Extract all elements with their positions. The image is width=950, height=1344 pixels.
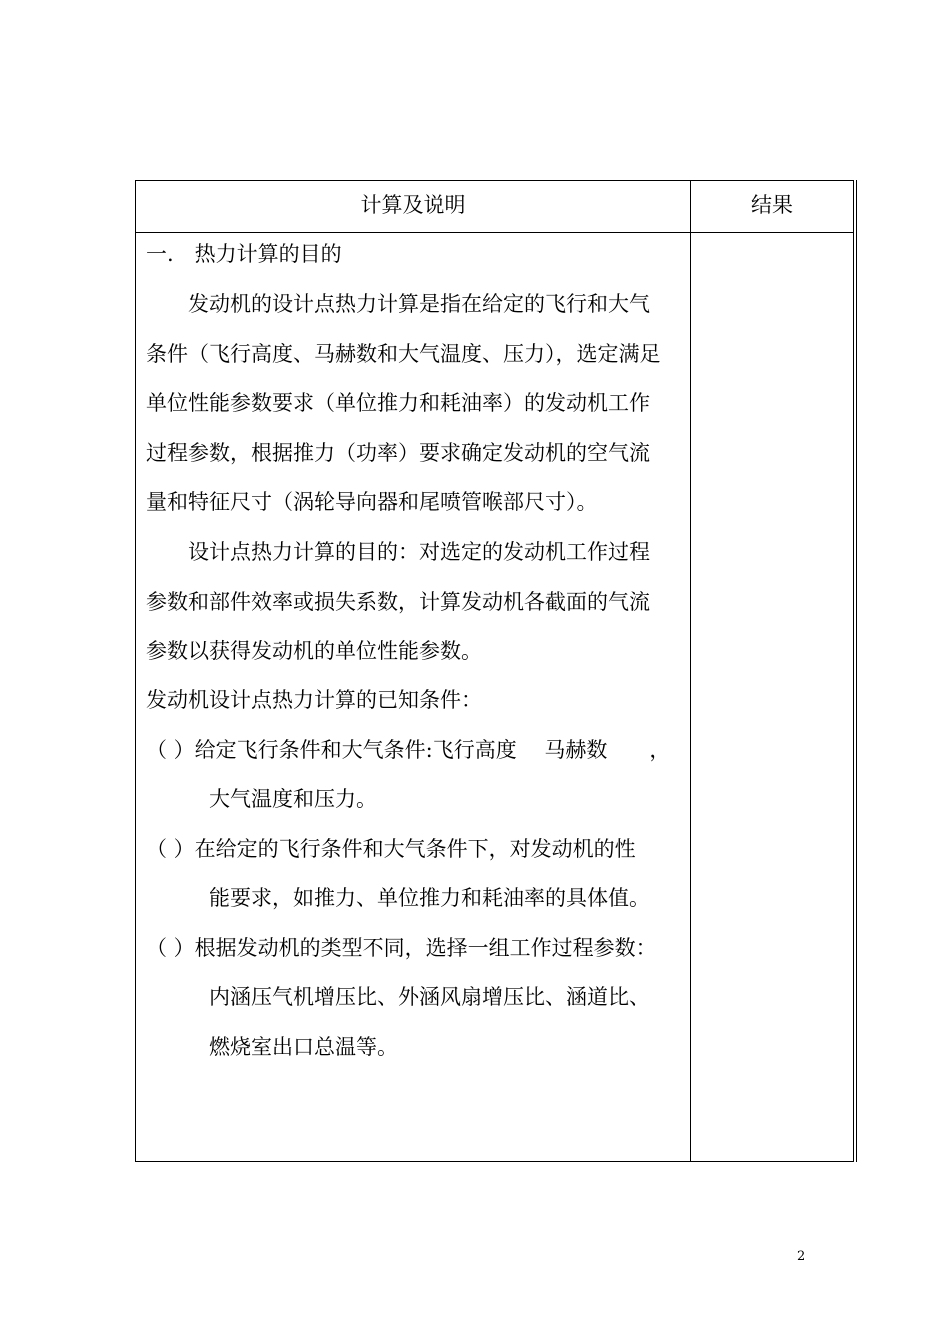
text-line: 单位性能参数要求（单位推力和耗油率）的发动机工作	[146, 391, 650, 415]
list-item: （ ）在给定的飞行条件和大气条件下，对发动机的性	[146, 837, 636, 861]
text-line: 过程参数，根据推力（功率）要求确定发动机的空气流	[146, 441, 650, 465]
table-header-row	[136, 181, 853, 233]
list-item-continuation: 大气温度和压力。	[146, 787, 377, 811]
section-heading: 一. 热力计算的目的	[146, 242, 342, 266]
list-item-continuation: 燃烧室出口总温等。	[146, 1035, 398, 1059]
list-item-continuation: 能要求，如推力、单位推力和耗油率的具体值。	[146, 886, 650, 910]
header-calculation-description: 计算及说明	[360, 193, 466, 217]
text-line: 参数以获得发动机的单位性能参数。	[146, 639, 482, 663]
text-line: 发动机设计点热力计算的已知条件：	[146, 688, 482, 712]
text-line: 量和特征尺寸（涡轮导向器和尾喷管喉部尺寸）。	[146, 490, 598, 514]
page-number: 2	[797, 1249, 806, 1264]
text-line: 条件（飞行高度、马赫数和大气温度、压力），选定满足	[146, 342, 661, 366]
list-item-continuation: 内涵压气机增压比、外涵风扇增压比、涵道比、	[146, 985, 650, 1009]
text-line: 设计点热力计算的目的：对选定的发动机工作过程	[146, 540, 650, 564]
header-result: 结果	[751, 193, 793, 217]
column-divider	[690, 181, 691, 1161]
text-line: 发动机的设计点热力计算是指在给定的飞行和大气	[146, 292, 650, 316]
list-item: （ ）给定飞行条件和大气条件:飞行高度 马赫数 ，	[146, 738, 671, 762]
list-item: （ ）根据发动机的类型不同，选择一组工作过程参数：	[146, 936, 657, 960]
text-line: 参数和部件效率或损失系数，计算发动机各截面的气流	[146, 590, 650, 614]
calculation-table	[135, 180, 854, 1162]
